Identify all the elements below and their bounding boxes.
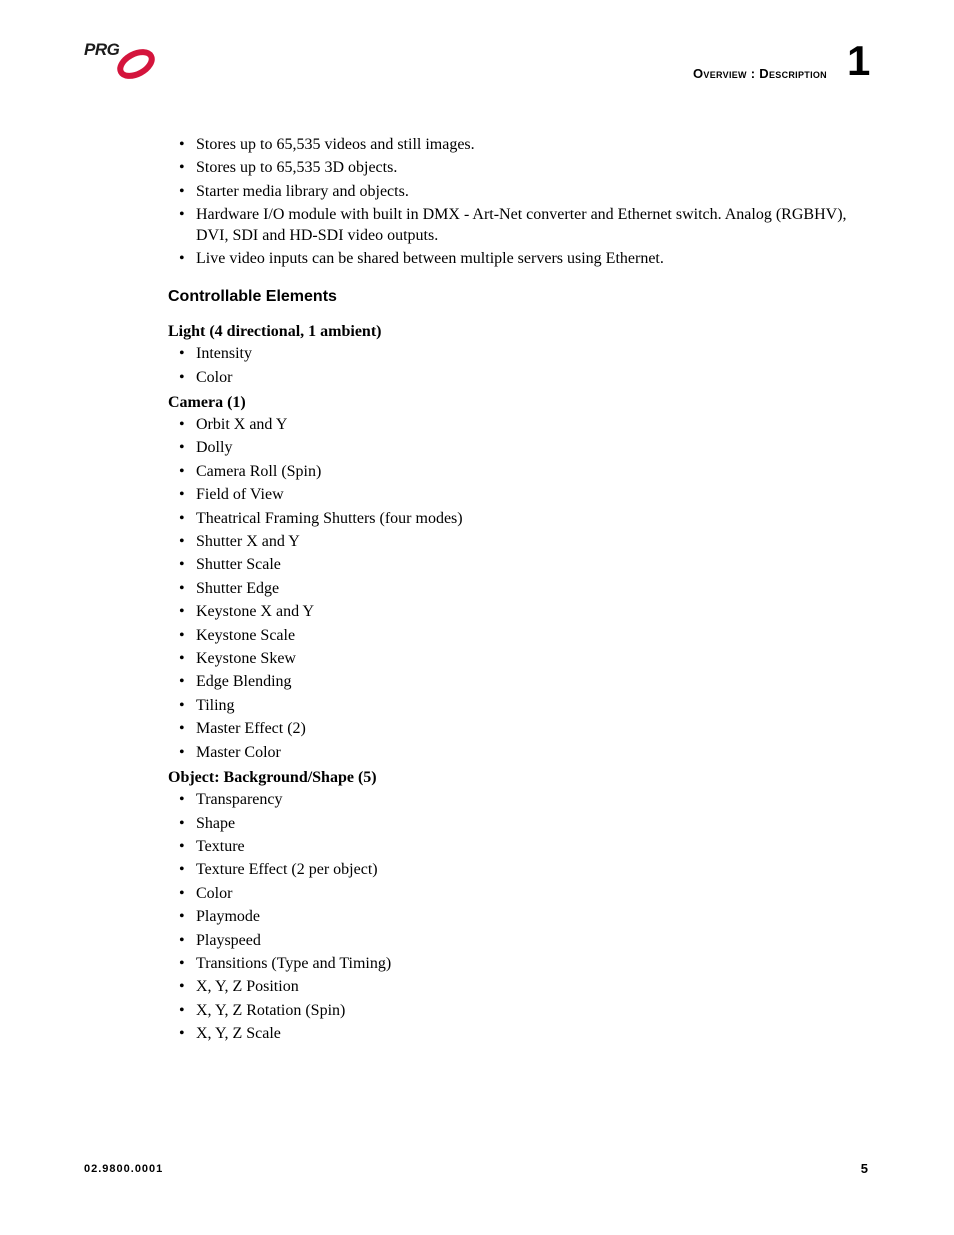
document-number: 02.9800.0001 — [84, 1163, 164, 1175]
list-item: • Transparency — [168, 788, 848, 811]
list-item: • Starter media library and objects. — [168, 181, 848, 202]
list-item: • Tiling — [168, 694, 848, 717]
list-item: • Dolly — [168, 436, 848, 459]
light-list — [168, 342, 848, 389]
list-item: • Texture Effect (2 per object) — [168, 858, 848, 881]
list-item: • Color — [168, 882, 848, 905]
list-item: • Shutter Edge — [168, 577, 848, 600]
list-item: • Master Effect (2) — [168, 717, 848, 740]
list-item: • X, Y, Z Scale — [168, 1022, 848, 1045]
list-item: • Shutter Scale — [168, 553, 848, 576]
list-item: • Edge Blending — [168, 670, 848, 693]
list-item: • Orbit X and Y — [168, 413, 848, 436]
list-item: • Intensity — [168, 342, 848, 365]
logo-swoosh-icon — [114, 44, 158, 80]
camera-heading: Camera (1) — [168, 394, 246, 411]
list-item: • Field of View — [168, 483, 848, 506]
list-item: • Live video inputs can be shared between multiple servers using Ethernet. — [168, 248, 848, 269]
list-item: • X, Y, Z Rotation (Spin) — [168, 999, 848, 1022]
light-heading: Light (4 directional, 1 ambient) — [168, 323, 382, 341]
list-item: • Keystone Scale — [168, 624, 848, 647]
list-item: • Texture — [168, 835, 848, 858]
list-item: • Theatrical Framing Shutters (four modes) — [168, 507, 848, 530]
object-list — [168, 788, 848, 1045]
list-item: • Master Color — [168, 741, 848, 764]
section-heading: Controllable Elements — [168, 288, 337, 306]
chapter-number: 1 — [847, 37, 871, 84]
list-item: • Shape — [168, 812, 848, 835]
running-header-title: Overview : Description — [692, 66, 827, 81]
prg-logo — [84, 38, 158, 84]
list-item: • X, Y, Z Position — [168, 975, 848, 998]
list-item: • Keystone Skew — [168, 647, 848, 670]
list-item: • Transitions (Type and Timing) — [168, 952, 848, 975]
list-item: • Color — [168, 366, 848, 389]
list-item: • Camera Roll (Spin) — [168, 460, 848, 483]
list-item: • Playmode — [168, 905, 848, 928]
object-heading: Object: Background/Shape (5) — [168, 769, 377, 787]
list-item: • Hardware I/O module with built in DMX - Art-Net converter and Ethernet switch. Analog (RGBHV), DVI, SDI and HD-SDI video outputs. — [168, 204, 848, 246]
intro-bullet-list — [168, 134, 848, 269]
list-item: • Keystone X and Y — [168, 600, 848, 623]
list-item: • Playspeed — [168, 929, 848, 952]
logo-text: PRG — [84, 40, 120, 59]
camera-list — [168, 413, 848, 764]
list-item: • Stores up to 65,535 3D objects. — [168, 157, 848, 178]
list-item: • Stores up to 65,535 videos and still images. — [168, 134, 848, 155]
page-content — [168, 134, 848, 1046]
list-item: • Shutter X and Y — [168, 530, 848, 553]
page-number: 5 — [860, 1161, 868, 1176]
